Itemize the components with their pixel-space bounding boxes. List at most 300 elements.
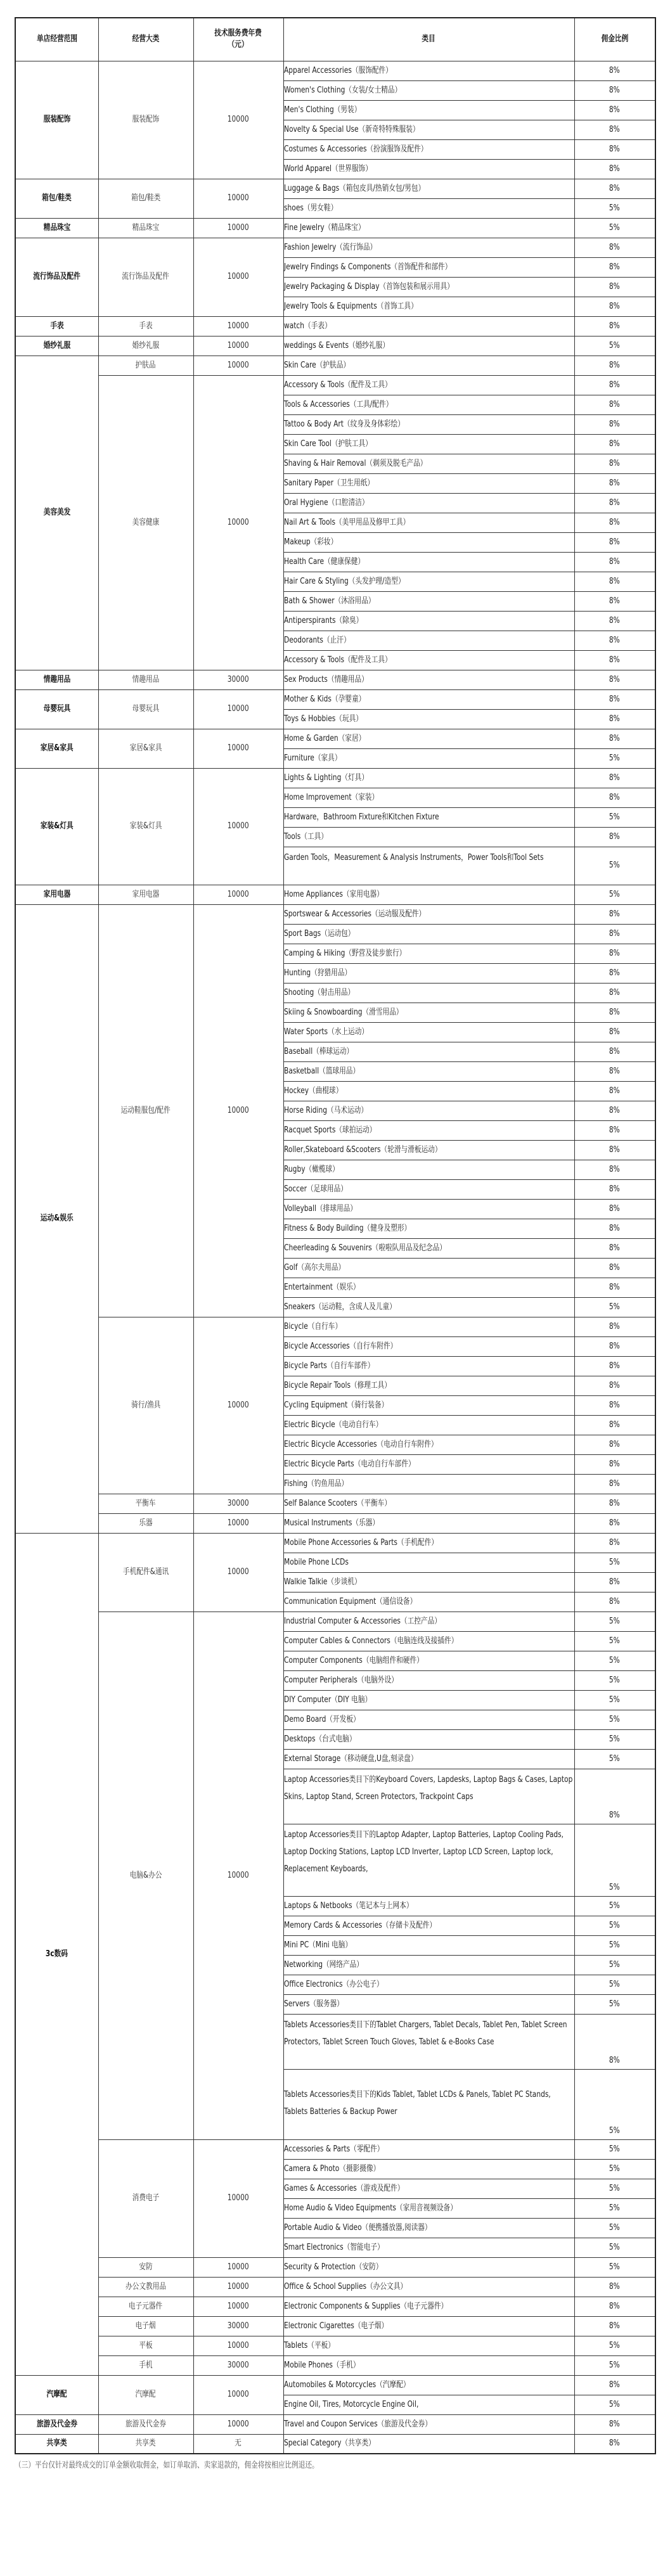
annual-fee-value: 10000 [228, 1518, 249, 1528]
major-category-cell [98, 885, 193, 904]
commission-rate-cell [574, 2198, 655, 2218]
commission-rate-value: 8% [609, 1518, 621, 1528]
category-cell [283, 414, 574, 434]
commission-rate-cell [574, 139, 655, 159]
category-label: Computer Cables & Connectors（电脑连线及接插件） [283, 1636, 458, 1646]
annual-fee-value: 10000 [228, 1870, 249, 1880]
table-row [15, 238, 655, 257]
major-category-label: 电子烟 [135, 2321, 156, 2331]
category-cell [283, 1749, 574, 1769]
category-label: Games & Accessories（游戏及配件） [283, 2183, 404, 2193]
commission-rate-cell [574, 1729, 655, 1749]
commission-rate-value: 8% [609, 1810, 621, 1820]
category-cell [283, 1670, 574, 1690]
commission-rate-cell [574, 1081, 655, 1101]
commission-rate-value: 8% [609, 1596, 621, 1606]
category-cell [283, 1336, 574, 1356]
commission-rate-value: 5% [609, 889, 621, 899]
commission-rate-value: 8% [609, 478, 621, 488]
commission-rate-value: 5% [609, 222, 621, 233]
commission-rate-table [15, 17, 656, 2454]
category-label: Mini PC（Mini 电脑） [283, 1940, 352, 1950]
category-label: Desktops（台式电脑） [283, 1734, 356, 1744]
category-cell [283, 1101, 574, 1120]
commission-rate-cell [574, 2179, 655, 2198]
category-cell [283, 1081, 574, 1101]
category-label: Accessory & Tools（配件及工具） [283, 655, 392, 665]
table-row [15, 1612, 655, 1631]
commission-rate-value: 8% [609, 301, 621, 311]
major-category-cell [98, 2355, 193, 2375]
category-cell [283, 2434, 574, 2454]
commission-rate-cell [574, 768, 655, 788]
commission-rate-cell [574, 1612, 655, 1631]
commission-rate-cell [574, 1179, 655, 1199]
category-cell [283, 924, 574, 944]
commission-rate-cell [574, 2395, 655, 2414]
category-label: Electronic Components & Supplies（电子元器件） [283, 2301, 448, 2311]
major-category-label: 运动鞋服包/配件 [120, 1105, 171, 1115]
category-label: Camera & Photo（摄影摄像） [283, 2163, 380, 2174]
table-row [15, 1533, 655, 1553]
commission-rate-cell [574, 61, 655, 80]
category-cell [283, 238, 574, 257]
category-label: Communication Equipment（通信设备） [283, 1596, 416, 1606]
category-label: Electronic Cigarettes（电子烟） [283, 2321, 388, 2331]
category-cell [283, 689, 574, 709]
major-category-cell [98, 689, 193, 729]
scope-label: 3c数码 [46, 1949, 68, 1959]
table-row [15, 768, 655, 788]
annual-fee-value: 10000 [228, 517, 249, 527]
commission-rate-value: 8% [609, 124, 621, 134]
commission-rate-value: 8% [609, 772, 621, 783]
commission-rate-value: 5% [609, 1999, 621, 2009]
annual-fee-cell [193, 2355, 283, 2375]
category-cell [283, 1572, 574, 1592]
category-label: Engine Oil, Tires, Motorcycle Engine Oil, [283, 2399, 418, 2409]
major-category-cell [98, 1533, 193, 1612]
commission-rate-cell [574, 2434, 655, 2454]
commission-rate-cell [574, 2316, 655, 2336]
major-category-label: 婚纱礼服 [132, 340, 160, 350]
commission-rate-cell [574, 1824, 655, 1896]
category-label: Cycling Equipment（骑行装备） [283, 1400, 388, 1410]
commission-rate-cell [574, 1955, 655, 1975]
major-category-label: 护肤品 [135, 360, 156, 370]
scope-cell [15, 729, 98, 768]
major-category-cell [98, 1612, 193, 2139]
category-label: Shaving & Hair Removal（剃须及脱毛产品） [283, 458, 427, 468]
category-cell [283, 316, 574, 336]
commission-rate-cell [574, 983, 655, 1003]
table-row [15, 336, 655, 356]
annual-fee-cell [193, 2414, 283, 2434]
category-label: Skin Care Tool（护肤工具） [283, 439, 372, 449]
commission-rate-value: 8% [609, 2301, 621, 2311]
table-row [15, 2434, 655, 2454]
category-cell [283, 1916, 574, 1935]
category-cell [283, 198, 574, 218]
table-row [15, 218, 655, 238]
commission-rate-value: 8% [609, 831, 621, 842]
scope-cell [15, 316, 98, 336]
annual-fee-value: 10000 [228, 272, 249, 281]
category-cell [283, 297, 574, 316]
commission-rate-value: 5% [609, 2242, 621, 2252]
header-major-category: 经营大类 [98, 18, 193, 61]
category-cell [283, 1631, 574, 1651]
category-label: Bicycle Accessories（自行车附件） [283, 1341, 397, 1351]
commission-rate-value: 8% [609, 948, 621, 958]
commission-rate-value: 5% [609, 2163, 621, 2174]
major-category-cell [98, 375, 193, 670]
annual-fee-cell [193, 179, 283, 218]
scope-label: 手表 [50, 321, 64, 331]
major-category-label: 共享类 [135, 2438, 156, 2449]
category-label: Sportswear & Accessories（运动服及配件） [283, 909, 425, 919]
commission-rate-value: 8% [609, 615, 621, 625]
category-label: Fine Jewelry（精品珠宝） [283, 222, 365, 233]
annual-fee-value: 10000 [228, 2390, 249, 2399]
category-cell [283, 591, 574, 611]
category-cell [283, 611, 574, 631]
commission-rate-cell [574, 454, 655, 473]
commission-rate-cell [574, 2238, 655, 2257]
commission-rate-value: 5% [609, 2144, 621, 2154]
commission-rate-cell [574, 1749, 655, 1769]
major-category-label: 手机 [139, 2360, 153, 2370]
category-cell [283, 983, 574, 1003]
commission-rate-cell [574, 1376, 655, 1395]
commission-rate-value: 5% [609, 1675, 621, 1685]
commission-rate-value: 8% [609, 1439, 621, 1449]
commission-rate-cell [574, 944, 655, 963]
commission-rate-value: 8% [609, 635, 621, 645]
commission-rate-value: 5% [609, 1753, 621, 1764]
annual-fee-value: 10000 [228, 340, 249, 350]
commission-rate-cell [574, 1769, 655, 1824]
annual-fee-value: 10000 [228, 193, 249, 203]
commission-rate-value: 8% [609, 1400, 621, 1410]
category-cell [283, 768, 574, 788]
category-cell [283, 159, 574, 179]
category-cell [283, 375, 574, 395]
annual-fee-value: 10000 [228, 321, 249, 331]
commission-rate-value: 5% [609, 2360, 621, 2370]
commission-rate-value: 5% [609, 1557, 621, 1567]
category-label: Oral Hygiene（口腔清洁） [283, 497, 369, 508]
commission-rate-value: 5% [609, 1900, 621, 1911]
category-label: Entertainment（娱乐） [283, 1282, 360, 1292]
major-category-label: 乐器 [139, 1518, 153, 1528]
category-label: shoes（男女鞋） [283, 203, 337, 213]
commission-rate-cell [574, 2159, 655, 2179]
category-cell [283, 356, 574, 375]
commission-rate-value: 5% [609, 1979, 621, 1989]
category-label: Camping & Hiking（野营及徒步旅行） [283, 948, 406, 958]
annual-fee-value: 10000 [228, 115, 249, 124]
commission-rate-cell [574, 1710, 655, 1729]
category-label: Racquet Sports（球拍运动） [283, 1125, 376, 1135]
scope-cell [15, 670, 98, 689]
category-label: Skin Care（护肤品） [283, 360, 350, 370]
category-label: Accessory & Tools（配件及工具） [283, 380, 392, 390]
scope-label: 箱包/鞋类 [42, 193, 72, 203]
commission-rate-value: 8% [609, 2419, 621, 2429]
category-label: Sport Bags（运动包） [283, 928, 354, 939]
commission-rate-value: 8% [609, 1262, 621, 1272]
table-row [15, 2414, 655, 2434]
annual-fee-value: 30000 [228, 2321, 249, 2331]
category-cell [283, 139, 574, 159]
commission-rate-value: 5% [609, 2340, 621, 2350]
category-label: Electric Bicycle Accessories（电动自行车附件） [283, 1439, 438, 1449]
commission-rate-cell [574, 885, 655, 904]
commission-rate-cell [574, 1435, 655, 1454]
commission-rate-cell [574, 2277, 655, 2297]
category-label: Jewelry Packaging & Display（首饰包装和展示用具） [283, 281, 454, 292]
commission-rate-value: 8% [609, 655, 621, 665]
category-label: Makeup（彩妆） [283, 537, 337, 547]
category-label: Luggage & Bags（箱包皮具/热销女包/男包） [283, 183, 425, 193]
table-row [15, 316, 655, 336]
commission-rate-value: 5% [609, 1655, 621, 1665]
table-row [15, 885, 655, 904]
category-label: Skiing & Snowboarding（滑雪用品） [283, 1007, 403, 1017]
category-label: Smart Electronics（智能电子） [283, 2242, 384, 2252]
commission-rate-cell [574, 748, 655, 768]
table-body [15, 61, 655, 2454]
commission-rate-value: 5% [609, 1636, 621, 1646]
category-cell [283, 709, 574, 729]
scope-label: 家装&灯具 [40, 821, 74, 831]
commission-rate-value: 8% [609, 1046, 621, 1056]
category-cell [283, 1612, 574, 1631]
category-label: Laptops & Netbooks（笔记本与上网本） [283, 1900, 413, 1911]
annual-fee-cell [193, 2375, 283, 2414]
annual-fee-value: 10000 [228, 2281, 249, 2291]
category-label: Apparel Accessories（服饰配件） [283, 65, 392, 75]
category-label: Bicycle Parts（自行车部件） [283, 1361, 374, 1371]
commission-rate-cell [574, 2218, 655, 2238]
scope-label: 旅游及代金券 [36, 2419, 77, 2429]
category-cell [283, 827, 574, 847]
commission-rate-value: 8% [609, 1184, 621, 1194]
major-category-cell [98, 356, 193, 375]
category-cell [283, 1278, 574, 1297]
commission-rate-cell [574, 1356, 655, 1376]
category-cell [283, 748, 574, 768]
category-label: Rugby（橄榄球） [283, 1164, 339, 1174]
annual-fee-value: 10000 [228, 1400, 249, 1410]
commission-rate-cell [574, 1553, 655, 1572]
annual-fee-cell [193, 768, 283, 885]
commission-rate-value: 8% [609, 1498, 621, 1508]
scope-cell [15, 904, 98, 1533]
commission-rate-cell [574, 297, 655, 316]
category-cell [283, 434, 574, 454]
scope-cell [15, 179, 98, 218]
commission-rate-cell [574, 2336, 655, 2355]
commission-rate-value: 8% [609, 733, 621, 743]
category-label: Automobiles & Motorcycles（汽摩配） [283, 2380, 410, 2390]
major-category-cell [98, 1494, 193, 1513]
commission-rate-value: 8% [609, 1125, 621, 1135]
commission-rate-cell [574, 1994, 655, 2014]
commission-rate-value: 8% [609, 792, 621, 802]
annual-fee-value: 10000 [228, 1567, 249, 1577]
commission-rate-cell [574, 120, 655, 139]
category-cell [283, 788, 574, 807]
category-cell [283, 257, 574, 277]
commission-rate-cell [574, 1238, 655, 1258]
category-label: Office Electronics（办公电子） [283, 1979, 383, 1989]
scope-cell [15, 885, 98, 904]
category-cell [283, 1690, 574, 1710]
category-label: Toys & Hobbies（玩具） [283, 714, 363, 724]
annual-fee-cell [193, 1533, 283, 1612]
major-category-label: 箱包/鞋类 [131, 193, 161, 203]
scope-cell [15, 1533, 98, 2375]
commission-rate-value: 5% [609, 203, 621, 213]
commission-rate-cell [574, 1494, 655, 1513]
category-label: Electric Bicycle（电动自行车） [283, 1419, 382, 1430]
commission-rate-cell [574, 924, 655, 944]
commission-rate-value: 8% [609, 85, 621, 95]
annual-fee-cell [193, 2297, 283, 2316]
header-annual-fee: 技术服务费年费 （元） [193, 18, 283, 61]
category-cell [283, 1896, 574, 1916]
commission-rate-value: 8% [609, 928, 621, 939]
major-category-cell [98, 2375, 193, 2414]
commission-rate-cell [574, 375, 655, 395]
annual-fee-value: 10000 [228, 704, 249, 714]
category-label: Soccer（足球用品） [283, 1184, 347, 1194]
commission-rate-cell [574, 709, 655, 729]
commission-rate-cell [574, 1199, 655, 1219]
annual-fee-cell [193, 885, 283, 904]
annual-fee-value: 10000 [228, 360, 249, 370]
category-label: Lights & Lighting（灯具） [283, 772, 368, 783]
scope-cell [15, 238, 98, 316]
commission-rate-cell [574, 1003, 655, 1022]
category-cell [283, 61, 574, 80]
annual-fee-value: 10000 [228, 222, 249, 233]
category-label: Tools（工具） [283, 831, 328, 842]
major-category-label: 手机配件&通讯 [122, 1567, 169, 1577]
commission-rate-value: 8% [609, 65, 621, 75]
header-category: 类目 [283, 18, 574, 61]
commission-rate-cell [574, 1690, 655, 1710]
commission-rate-value: 8% [609, 281, 621, 292]
commission-rate-value: 5% [609, 861, 621, 870]
commission-rate-value: 8% [609, 1282, 621, 1292]
major-category-cell [98, 2277, 193, 2297]
annual-fee-value: 30000 [228, 674, 249, 684]
annual-fee-cell [193, 1494, 283, 1513]
category-label: Special Category（共享类） [283, 2438, 375, 2449]
category-cell [283, 1513, 574, 1533]
table-row [15, 2277, 655, 2297]
annual-fee-cell [193, 2336, 283, 2355]
category-label: Portable Audio & Video（便携播放器,阅读器） [283, 2222, 432, 2233]
scope-cell [15, 218, 98, 238]
table-row [15, 1513, 655, 1533]
category-cell [283, 1710, 574, 1729]
commission-rate-cell [574, 198, 655, 218]
annual-fee-cell [193, 689, 283, 729]
category-label: Basketball（篮球用品） [283, 1066, 359, 1076]
category-label: Bicycle（自行车） [283, 1321, 342, 1331]
major-category-label: 流行饰品及配件 [122, 272, 170, 281]
commission-rate-value: 8% [609, 909, 621, 919]
commission-rate-cell [574, 473, 655, 493]
commission-rate-value: 8% [609, 1105, 621, 1115]
category-cell [283, 631, 574, 650]
category-cell [283, 2316, 574, 2336]
commission-rate-value: 8% [609, 144, 621, 154]
category-cell [283, 944, 574, 963]
commission-rate-value: 8% [609, 1164, 621, 1174]
commission-rate-cell [574, 277, 655, 297]
category-label: Sneakers（运动鞋，含成人及儿童） [283, 1302, 396, 1312]
category-label: Novelty & Special Use（新奇特特殊服装） [283, 124, 420, 134]
commission-rate-value: 5% [609, 1714, 621, 1724]
commission-rate-cell [574, 1101, 655, 1120]
commission-rate-value: 8% [609, 1086, 621, 1096]
commission-rate-cell [574, 100, 655, 120]
commission-rate-cell [574, 963, 655, 983]
category-label: Tattoo & Body Art（纹身及身体彩绘） [283, 419, 404, 429]
commission-rate-cell [574, 238, 655, 257]
category-cell [283, 1435, 574, 1454]
major-category-label: 平板 [139, 2340, 153, 2350]
annual-fee-value: 10000 [228, 2193, 249, 2203]
major-category-label: 电脑&办公 [129, 1870, 162, 1880]
annual-fee-cell [193, 1317, 283, 1494]
table-row [15, 904, 655, 924]
category-cell [283, 552, 574, 572]
category-label: Sex Products（情趣用品） [283, 674, 368, 684]
major-category-cell [98, 729, 193, 768]
annual-fee-value: 30000 [228, 2360, 249, 2370]
table-row [15, 2355, 655, 2375]
category-cell [283, 1395, 574, 1415]
scope-label: 精品珠宝 [43, 222, 71, 233]
category-cell [283, 473, 574, 493]
commission-rate-value: 8% [609, 1144, 621, 1155]
major-category-cell [98, 2336, 193, 2355]
commission-rate-cell [574, 904, 655, 924]
category-label: Tablets（平板） [283, 2340, 335, 2350]
commission-rate-value: 8% [609, 537, 621, 547]
category-cell [283, 493, 574, 513]
category-label: DIY Computer（DIY 电脑） [283, 1695, 371, 1705]
commission-rate-value: 8% [609, 399, 621, 409]
major-category-cell [98, 2297, 193, 2316]
category-label: Accessories & Parts（零配件） [283, 2144, 383, 2154]
category-cell [283, 2014, 574, 2069]
commission-rate-value: 5% [609, 1734, 621, 1744]
commission-rate-value: 5% [609, 1882, 621, 1892]
commission-rate-cell [574, 1631, 655, 1651]
scope-label: 运动&娱乐 [40, 1214, 74, 1223]
commission-rate-value: 8% [609, 262, 621, 272]
commission-rate-value: 8% [609, 1380, 621, 1390]
category-cell [283, 1022, 574, 1042]
commission-rate-value: 8% [609, 968, 621, 978]
